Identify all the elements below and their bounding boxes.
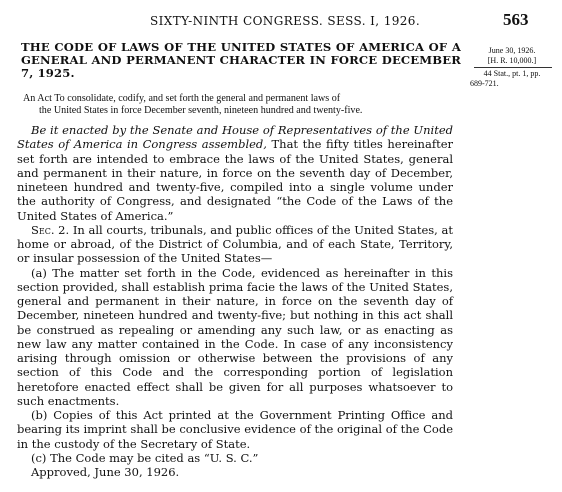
section-1: [17, 123, 453, 223]
clause-b: (b) Copies of this Act printed at the Government Printing Office and bearing its imprint shall be conclusive evidence of the original of the Code in the custody of the Secretary of State.: [17, 408, 453, 451]
clause-c: (c) The Code may be cited as “U. S. C.”: [31, 450, 259, 465]
margin-note-pages: 689-721.: [470, 79, 499, 88]
act-summary: [23, 93, 475, 117]
clause-a: (a) The matter set forth in the Code, evidenced as hereinafter in this section provided, shall establish prima facie the laws of the United States, general and permanent in their nature, in force on the seventh day of December, nineteen hundred and twenty-five; but nothing in this act shall be construed as repealing or amending any such law, or as enacting as new law any matter contained in the Code. In case of any inconsistency arising through omission or otherwise between the provisions of any section of this Code and the corresponding portion of legislation heretofore enacted effect shall be given for all purposes whatsoever to such enactments.: [17, 265, 453, 408]
margin-note-bill: [H. R. 10,000.]: [487, 56, 537, 65]
running-title: SIXTY-NINTH CONGRESS. SESS. I, 1926.: [150, 14, 421, 28]
section-2-text: In all courts, tribunals, and public offices of the United States, at home or abroad, of the District of Columbia, and of each State, Territory, or insular possession of the United States—: [17, 222, 454, 266]
act-body: [17, 123, 453, 479]
act-summary-line-2: the United States in force December seventh, nineteen hundred and twenty-five.: [39, 105, 363, 116]
margin-note-date: June 30, 1926.: [488, 46, 536, 55]
enacting-clause: Be it enacted by the Senate and House of Representatives of the United States of America in Congress assembled,: [17, 123, 453, 152]
section-2-label: Sec. 2.: [31, 222, 70, 237]
page-number: 563: [503, 10, 529, 29]
margin-note: [466, 46, 558, 89]
section-1-text: That the fifty titles hereinafter set forth are intended to embrace the laws of the United States, general and permanent in their nature, in force on the seventh day of December, nineteen hundred and twenty-five, compiled into a single volume under the authority of Congress, and designated “the Code of the Laws of the United States of America.”: [17, 137, 454, 223]
act-title: THE CODE OF LAWS OF THE UNITED STATES OF AMERICA OF A GENERAL AND PERMANENT CHARACTER IN FORCE DECEMBER 7, 1925.: [21, 40, 461, 80]
margin-note-statute: 44 Stat., pt. 1, pp.: [483, 69, 541, 78]
section-2: [17, 223, 453, 266]
act-summary-line-1: An Act To consolidate, codify, and set forth the general and permanent laws of: [23, 93, 341, 104]
approval-line: Approved, June 30, 1926.: [31, 465, 180, 479]
margin-note-rule: [474, 67, 552, 68]
